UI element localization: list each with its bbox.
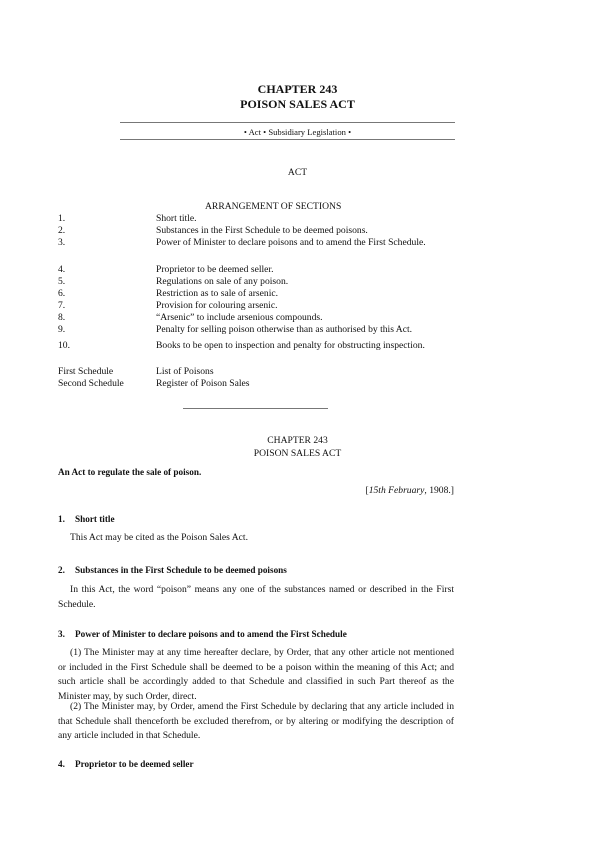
subsidiary-legislation-link[interactable]: Subsidiary Legislation: [268, 127, 346, 137]
act-title: POISON SALES ACT: [240, 97, 355, 111]
section-3-para-2: (2) The Minister may, by Order, amend the First Schedule by declaring that any article included in that Schedule shall thenceforth be excluded therefrom, or by altering or modifying the description of any article included in that Schedule.: [58, 701, 454, 741]
act-link[interactable]: Act: [248, 127, 262, 137]
section-2-text: In this Act, the word “poison” means any one of the substances named or described in the First Schedule.: [58, 584, 454, 610]
act-heading: ACT: [287, 167, 308, 178]
bullet-icon: •: [243, 127, 247, 137]
section-3-heading: [58, 629, 347, 639]
top-rule: [120, 122, 455, 123]
toc-number: Second Schedule: [58, 378, 124, 389]
section-title: Short title: [75, 514, 115, 524]
toc-number: 1.: [58, 213, 66, 224]
toc-text: Register of Poison Sales: [156, 378, 250, 389]
bullet-icon: •: [263, 127, 267, 137]
long-title: An Act to regulate the sale of poison.: [58, 467, 202, 477]
section-title: Substances in the First Schedule to be deemed poisons: [75, 565, 287, 575]
bullet-icon: •: [348, 127, 352, 137]
navigation-links: [0, 127, 595, 137]
toc-text: Books to be open to inspection and penalty for obstructing inspection.: [156, 340, 425, 351]
toc-number: 2.: [58, 225, 66, 236]
body-act-title: POISON SALES ACT: [253, 448, 342, 459]
section-1-text: This Act may be cited as the Poison Sales Act.: [70, 532, 248, 543]
date-italic: 15th February: [368, 485, 425, 496]
toc-number: First Schedule: [58, 366, 114, 377]
chapter-title: CHAPTER 243: [257, 82, 338, 96]
toc-text: Provision for colouring arsenic.: [156, 300, 278, 311]
section-3-para-1: (1) The Minister may at any time hereafter declare, by Order, that any other article not mentioned or included in the First Schedule shall be deemed to be a poison within the meaning of this Act; and such article shall be accordingly added to that Schedule and classified in such Part thereof as the Minister may, by such Order, direct.: [58, 647, 454, 702]
section-number: 3.: [58, 629, 65, 639]
toc-text: Short title.: [156, 213, 197, 224]
toc-text: Penalty for selling poison otherwise than as authorised by this Act.: [156, 324, 413, 335]
toc-text: Restriction as to sale of arsenic.: [156, 288, 279, 299]
toc-text: “Arsenic” to include arsenious compounds.: [156, 312, 323, 323]
date-year: , 1908.: [424, 485, 451, 496]
section-title: Proprietor to be deemed seller: [75, 759, 194, 769]
date-close-bracket: ]: [450, 485, 454, 496]
toc-number: 4.: [58, 264, 66, 275]
toc-text: Substances in the First Schedule to be deemed poisons.: [156, 225, 368, 236]
toc-number: 6.: [58, 288, 66, 299]
toc-number: 5.: [58, 276, 66, 287]
section-title: Power of Minister to declare poisons and to amend the First Schedule: [75, 629, 347, 639]
toc-number: 7.: [58, 300, 66, 311]
toc-text: List of Poisons: [156, 366, 214, 377]
section-number: 2.: [58, 565, 65, 575]
toc-number: 9.: [58, 324, 66, 335]
toc-text: Regulations on sale of any poison.: [156, 276, 289, 287]
toc-number: 3.: [58, 237, 66, 248]
commencement-date: [58, 485, 454, 496]
arrangement-heading: ARRANGEMENT OF SECTIONS: [205, 201, 342, 212]
section-1-heading: [58, 514, 115, 524]
toc-text: Proprietor to be deemed seller.: [156, 264, 274, 275]
body-chapter-title: CHAPTER 243: [267, 435, 328, 446]
section-number: 1.: [58, 514, 65, 524]
date-open-bracket: [: [365, 485, 369, 496]
toc-text: Power of Minister to declare poisons and to amend the First Schedule.: [156, 237, 426, 248]
toc-number: 10.: [58, 340, 70, 351]
bottom-rule: [120, 139, 455, 140]
section-4-heading: [58, 759, 194, 769]
section-2-heading: [58, 565, 287, 575]
separator-rule: [183, 408, 328, 409]
section-number: 4.: [58, 759, 65, 769]
toc-number: 8.: [58, 312, 66, 323]
